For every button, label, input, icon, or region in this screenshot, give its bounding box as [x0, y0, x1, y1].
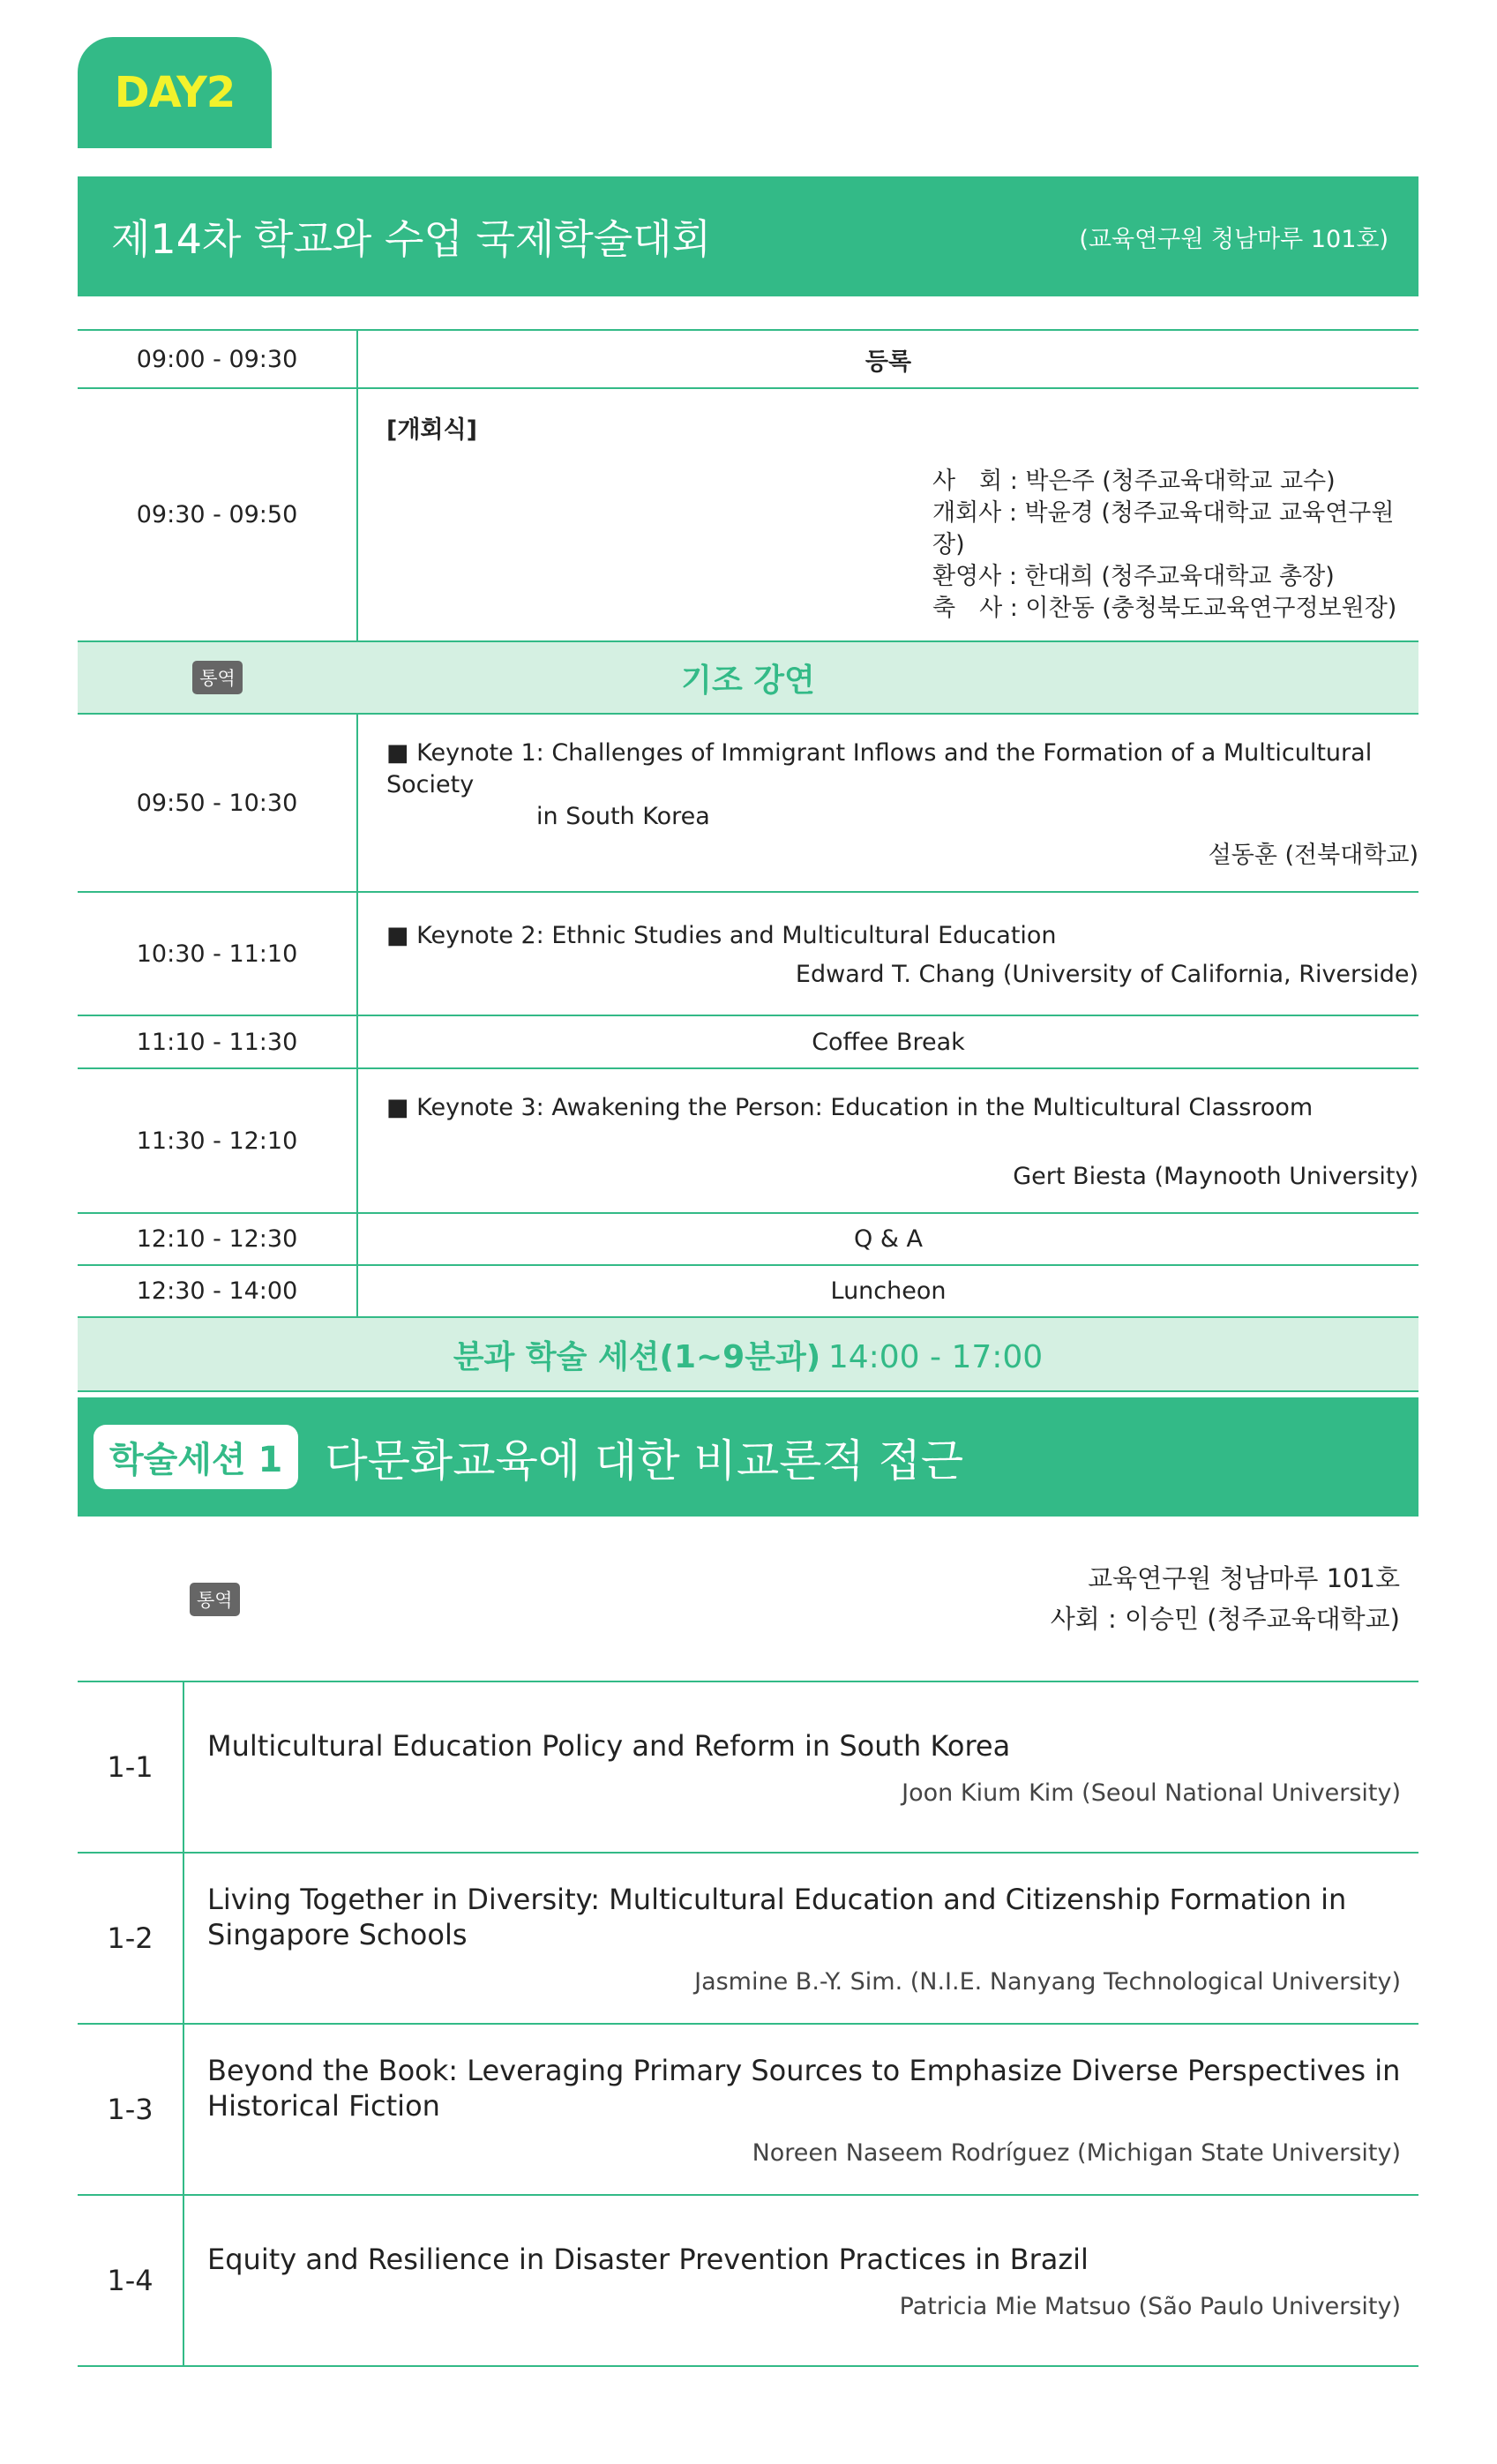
breakout-time: 14:00 - 17:00: [827, 1338, 1044, 1375]
table-row: [78, 388, 1418, 641]
conference-title-bar: [78, 176, 1418, 296]
opening-roles: [932, 466, 1418, 625]
keynote-title-cont: in South Korea: [536, 803, 710, 830]
schedule-table: [78, 329, 1418, 1392]
day-tab: DAY2: [78, 37, 272, 148]
time-cell: 09:00 - 09:30: [78, 330, 357, 388]
session-talks: [78, 1681, 1418, 2367]
list-item: [78, 2025, 1418, 2196]
time-cell: 12:10 - 12:30: [78, 1213, 357, 1265]
talk-body: [184, 1854, 1418, 2023]
talk-number: 1-2: [78, 1854, 184, 2023]
opening-ceremony: [357, 388, 1418, 641]
talk-title: Equity and Resilience in Disaster Prevention Practices in Brazil: [207, 2242, 1089, 2276]
keynote-header-row: [78, 641, 1418, 714]
role-line: 축 사 : 이찬동 (충청북도교육연구정보원장): [932, 595, 1397, 622]
time-cell: 10:30 - 11:10: [78, 892, 357, 1015]
keynote-title: ■ Keynote 2: Ethnic Studies and Multicultural Education: [386, 922, 1057, 949]
coffee-label: Coffee Break: [357, 1015, 1418, 1068]
breakout-cell: [78, 1317, 1418, 1391]
session-pill: 학술세션 1: [94, 1425, 298, 1489]
badge-cell: [78, 641, 357, 714]
keynote-title: ■ Keynote 3: Awakening the Person: Education in the Multicultural Classroom: [386, 1094, 1314, 1121]
table-row: [78, 892, 1418, 1015]
registration-label: 등록: [357, 330, 1418, 388]
time-cell: 11:10 - 11:30: [78, 1015, 357, 1068]
time-cell: 09:30 - 09:50: [78, 388, 357, 641]
keynote-3: [357, 1068, 1418, 1213]
list-item: [78, 2196, 1418, 2367]
list-item: [78, 1682, 1418, 1854]
talk-body: [184, 2025, 1418, 2194]
session-venue: 교육연구원 청남마루 101호: [1088, 1563, 1400, 1593]
time-cell: 09:50 - 10:30: [78, 714, 357, 892]
keynote-speaker: Edward T. Chang (University of California, Riverside): [795, 961, 1418, 988]
role-line: 사 회 : 박은주 (청주교육대학교 교수): [932, 468, 1336, 495]
session-1-bar: [78, 1397, 1418, 1517]
talk-number: 1-3: [78, 2025, 184, 2194]
lunch-label: Luncheon: [357, 1265, 1418, 1317]
conference-venue: (교육연구원 청남마루 101호): [1079, 225, 1388, 253]
table-row: [78, 330, 1418, 388]
talk-speaker: Noreen Naseem Rodríguez (Michigan State University): [752, 2138, 1401, 2167]
session-chair: 사회 : 이승민 (청주교육대학교): [1050, 1604, 1400, 1634]
table-row: [78, 1015, 1418, 1068]
talk-speaker: Patricia Mie Matsuo (São Paulo University): [899, 2292, 1401, 2320]
session-info: [1051, 1558, 1400, 1639]
breakout-row: [78, 1317, 1418, 1391]
keynote-speaker: 설동훈 (전북대학교): [1208, 842, 1418, 869]
keynote-header-label: 기조 강연: [681, 662, 815, 699]
talk-speaker: Joon Kium Kim (Seoul National University): [902, 1779, 1401, 1807]
session-title: 다문화교육에 대한 비교론적 접근: [325, 1434, 964, 1487]
qa-label: Q & A: [357, 1213, 1418, 1265]
talk-number: 1-1: [78, 1682, 184, 1852]
role-line: 환영사 : 한대희 (청주교육대학교 총장): [932, 563, 1335, 590]
interpretation-badge: 통역: [190, 1583, 240, 1616]
time-cell: 12:30 - 14:00: [78, 1265, 357, 1317]
table-row: [78, 1265, 1418, 1317]
list-item: [78, 1854, 1418, 2025]
talk-body: [184, 2196, 1418, 2365]
interpretation-badge: 통역: [192, 661, 243, 694]
table-row: [78, 714, 1418, 892]
keynote-title: ■ Keynote 1: Challenges of Immigrant Inflows and the Formation of a Multicultural Society: [386, 739, 1373, 798]
opening-label: [개회식]: [386, 416, 477, 444]
talk-speaker: Jasmine B.-Y. Sim. (N.I.E. Nanyang Technological University): [694, 1967, 1401, 1996]
keynote-header: [357, 641, 1418, 714]
table-row: [78, 1068, 1418, 1213]
talk-title: Living Together in Diversity: Multicultural Education and Citizenship Formation in Singapore Schools: [207, 1882, 1347, 1951]
keynote-2: [357, 892, 1418, 1015]
keynote-speaker: Gert Biesta (Maynooth University): [1013, 1163, 1418, 1190]
time-cell: 11:30 - 12:10: [78, 1068, 357, 1213]
role-line: 개회사 : 박윤경 (청주교육대학교 교육연구원장): [932, 499, 1395, 558]
talk-number: 1-4: [78, 2196, 184, 2365]
table-row: [78, 1213, 1418, 1265]
talk-title: Multicultural Education Policy and Reform in South Korea: [207, 1728, 1011, 1763]
breakout-label: 분과 학술 세션(1~9분과): [453, 1338, 821, 1375]
conference-title: 제14차 학교와 수업 국제학술대회: [111, 215, 712, 263]
talk-body: [184, 1682, 1418, 1852]
talk-title: Beyond the Book: Leveraging Primary Sources to Emphasize Diverse Perspectives in Historical Fiction: [207, 2053, 1401, 2123]
keynote-1: [357, 714, 1418, 892]
